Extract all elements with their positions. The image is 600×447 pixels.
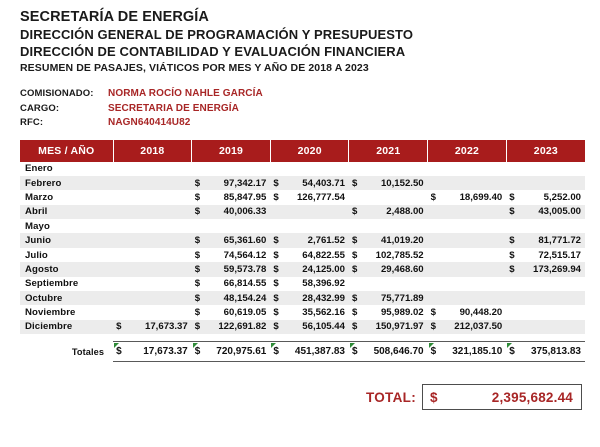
subtitle-direccion-contabilidad: DIRECCIÓN DE CONTABILIDAD Y EVALUACIÓN FINANCIERA bbox=[20, 44, 406, 59]
currency-symbol: $ bbox=[273, 249, 279, 261]
amount-value: 48,154.24 bbox=[223, 292, 267, 304]
table-row[interactable] bbox=[20, 205, 585, 219]
currency-symbol: $ bbox=[194, 292, 201, 304]
currency-symbol: $ bbox=[351, 235, 358, 247]
table-row[interactable] bbox=[20, 190, 585, 204]
currency-symbol: $ bbox=[273, 177, 279, 189]
amount-value: 90,448.20 bbox=[459, 307, 503, 319]
amount-value: 375,813.83 bbox=[530, 346, 581, 358]
grand-total bbox=[20, 384, 588, 410]
amount-value: 102,785.52 bbox=[375, 249, 424, 261]
table-row[interactable] bbox=[20, 233, 585, 247]
totals-cell bbox=[428, 342, 507, 362]
cell-amount bbox=[113, 190, 192, 204]
amount-value: 40,006.33 bbox=[223, 206, 267, 218]
cell-amount bbox=[192, 305, 271, 319]
value-comisionado: NORMA ROCÍO NAHLE GARCÍA bbox=[108, 88, 263, 99]
commissioner-info bbox=[20, 87, 588, 131]
cell-amount bbox=[270, 190, 349, 204]
currency-symbol: $ bbox=[509, 263, 515, 275]
cell-amount bbox=[349, 219, 428, 233]
cell-amount bbox=[349, 320, 428, 334]
cell-month: Septiembre bbox=[20, 277, 113, 291]
amount-value: 5,252.00 bbox=[543, 191, 581, 203]
amount-value: 75,771.89 bbox=[380, 292, 424, 304]
cell-amount bbox=[428, 291, 507, 305]
cell-month: Julio bbox=[20, 248, 113, 262]
totals-cell bbox=[192, 342, 271, 362]
currency-symbol: $ bbox=[273, 235, 279, 247]
currency-symbol: $ bbox=[430, 346, 437, 358]
label-rfc: RFC: bbox=[20, 117, 44, 128]
cell-amount bbox=[192, 262, 271, 276]
cell-amount bbox=[349, 176, 428, 190]
totals-cell bbox=[270, 342, 349, 362]
currency-symbol: $ bbox=[273, 292, 279, 304]
table-row[interactable] bbox=[20, 176, 585, 190]
cell-amount bbox=[506, 291, 585, 305]
cell-amount bbox=[506, 176, 585, 190]
table-row[interactable] bbox=[20, 262, 585, 276]
cell-month: Marzo bbox=[20, 190, 113, 204]
amount-value: 97,342.17 bbox=[223, 177, 267, 189]
cell-amount bbox=[428, 190, 507, 204]
column-header-2023[interactable]: 2023 bbox=[506, 140, 585, 162]
cell-amount bbox=[349, 262, 428, 276]
table-row[interactable] bbox=[20, 162, 585, 176]
amount-value: 122,691.82 bbox=[218, 321, 267, 333]
cell-amount bbox=[428, 320, 507, 334]
currency-symbol: $ bbox=[351, 292, 358, 304]
summary-table-wrapper bbox=[20, 140, 588, 363]
column-header-2019[interactable]: 2019 bbox=[192, 140, 271, 162]
cell-amount bbox=[192, 277, 271, 291]
cell-amount bbox=[270, 320, 349, 334]
currency-symbol: $ bbox=[194, 249, 201, 261]
cell-amount bbox=[506, 248, 585, 262]
cell-amount bbox=[270, 176, 349, 190]
cell-amount bbox=[506, 205, 585, 219]
cell-amount bbox=[192, 291, 271, 305]
currency-symbol: $ bbox=[509, 191, 515, 203]
totals-cell bbox=[113, 342, 192, 362]
document-header bbox=[20, 8, 588, 76]
error-triangle-icon bbox=[507, 343, 512, 348]
amount-value: 720,975.61 bbox=[216, 346, 267, 358]
cell-amount bbox=[113, 277, 192, 291]
grand-total-label: TOTAL: bbox=[365, 389, 416, 405]
table-body bbox=[20, 162, 585, 362]
cell-amount bbox=[428, 277, 507, 291]
currency-symbol: $ bbox=[509, 206, 515, 218]
currency-symbol: $ bbox=[509, 346, 515, 358]
table-row[interactable] bbox=[20, 320, 585, 334]
amount-value: 74,564.12 bbox=[223, 249, 267, 261]
amount-value: 56,105.44 bbox=[302, 321, 345, 333]
cell-amount bbox=[349, 205, 428, 219]
amount-value: 10,152.50 bbox=[380, 177, 424, 189]
spacer-cell bbox=[20, 334, 585, 342]
cell-amount bbox=[113, 205, 192, 219]
cell-month: Octubre bbox=[20, 291, 113, 305]
totals-label: Totales bbox=[20, 342, 113, 362]
cell-amount bbox=[428, 305, 507, 319]
cell-month: Mayo bbox=[20, 219, 113, 233]
cell-amount bbox=[270, 248, 349, 262]
cell-amount bbox=[113, 305, 192, 319]
error-triangle-icon bbox=[193, 343, 198, 348]
subtitle-resumen: RESUMEN DE PASAJES, VIÁTICOS POR MES Y AÑO DE 2018 A 2023 bbox=[20, 62, 369, 74]
cell-month: Noviembre bbox=[20, 305, 113, 319]
currency-symbol: $ bbox=[273, 307, 279, 319]
cell-amount bbox=[506, 219, 585, 233]
amount-value: 17,673.37 bbox=[145, 321, 188, 333]
cell-amount bbox=[113, 262, 192, 276]
amount-value: 24,125.00 bbox=[302, 263, 345, 275]
table-row[interactable] bbox=[20, 248, 585, 262]
currency-symbol: $ bbox=[351, 307, 358, 319]
currency-symbol: $ bbox=[194, 177, 201, 189]
cell-amount bbox=[428, 248, 507, 262]
currency-symbol: $ bbox=[351, 177, 358, 189]
error-triangle-icon bbox=[429, 343, 434, 348]
cell-amount bbox=[349, 248, 428, 262]
cell-month: Enero bbox=[20, 162, 113, 176]
cell-amount bbox=[113, 291, 192, 305]
cell-amount bbox=[506, 262, 585, 276]
error-triangle-icon bbox=[114, 343, 119, 348]
table-header-row bbox=[20, 140, 585, 162]
amount-value: 29,468.60 bbox=[380, 263, 424, 275]
currency-symbol: $ bbox=[194, 235, 201, 247]
cell-amount bbox=[270, 262, 349, 276]
cell-amount bbox=[349, 305, 428, 319]
currency-symbol: $ bbox=[194, 321, 201, 333]
cell-month: Abril bbox=[20, 205, 113, 219]
cell-amount bbox=[113, 233, 192, 247]
amount-value: 54,403.71 bbox=[302, 177, 345, 189]
currency-symbol: $ bbox=[273, 346, 279, 358]
currency-symbol: $ bbox=[351, 249, 358, 261]
cell-amount bbox=[428, 233, 507, 247]
cell-amount bbox=[270, 305, 349, 319]
cell-amount bbox=[270, 291, 349, 305]
column-header-2018[interactable]: 2018 bbox=[113, 140, 192, 162]
currency-symbol: $ bbox=[430, 321, 436, 333]
cell-amount bbox=[270, 162, 349, 176]
amount-value: 81,771.72 bbox=[538, 235, 581, 247]
table-header bbox=[20, 140, 585, 162]
totals-cell bbox=[506, 342, 585, 362]
amount-value: 451,387.83 bbox=[294, 346, 345, 358]
info-row-comisionado bbox=[20, 87, 588, 102]
amount-value: 41,019.20 bbox=[380, 235, 424, 247]
amount-value: 72,515.17 bbox=[538, 249, 581, 261]
amount-value: 85,847.95 bbox=[223, 191, 267, 203]
cell-amount bbox=[349, 162, 428, 176]
grand-total-currency: $ bbox=[430, 389, 438, 405]
currency-symbol: $ bbox=[509, 249, 515, 261]
table-row[interactable] bbox=[20, 291, 585, 305]
amount-value: 173,269.94 bbox=[532, 263, 581, 275]
summary-table bbox=[20, 140, 585, 363]
currency-symbol: $ bbox=[273, 191, 279, 203]
currency-symbol: $ bbox=[194, 346, 201, 358]
cell-amount bbox=[428, 262, 507, 276]
amount-value: 60,619.05 bbox=[223, 307, 267, 319]
totals-cell bbox=[349, 342, 428, 362]
cell-amount bbox=[192, 320, 271, 334]
cell-amount bbox=[270, 277, 349, 291]
value-rfc: NAGN640414U82 bbox=[108, 117, 191, 128]
amount-value: 126,777.54 bbox=[296, 191, 345, 203]
info-row-rfc bbox=[20, 116, 588, 131]
cell-amount bbox=[192, 176, 271, 190]
subtitle-direccion-general: DIRECCIÓN GENERAL DE PROGRAMACIÓN Y PRESUPUESTO bbox=[20, 27, 414, 42]
currency-symbol: $ bbox=[194, 206, 201, 218]
label-comisionado: COMISIONADO: bbox=[20, 88, 94, 99]
cell-month: Agosto bbox=[20, 262, 113, 276]
amount-value: 66,814.55 bbox=[223, 278, 267, 290]
currency-symbol: $ bbox=[194, 307, 201, 319]
cell-amount bbox=[506, 320, 585, 334]
currency-symbol: $ bbox=[116, 346, 122, 358]
label-cargo: CARGO: bbox=[20, 102, 60, 114]
cell-amount bbox=[270, 219, 349, 233]
column-header-2022[interactable]: 2022 bbox=[428, 140, 507, 162]
cell-amount bbox=[270, 205, 349, 219]
currency-symbol: $ bbox=[273, 263, 279, 275]
currency-symbol: $ bbox=[273, 278, 279, 290]
cell-amount bbox=[192, 219, 271, 233]
amount-value: 2,761.52 bbox=[307, 235, 345, 247]
grand-total-box bbox=[422, 384, 582, 410]
cell-amount bbox=[113, 320, 192, 334]
cell-amount bbox=[113, 162, 192, 176]
currency-symbol: $ bbox=[430, 191, 436, 203]
cell-amount bbox=[506, 162, 585, 176]
cell-amount bbox=[113, 176, 192, 190]
cell-amount bbox=[428, 176, 507, 190]
column-header-mes-anio[interactable]: MES / AÑO bbox=[20, 140, 113, 162]
cell-amount bbox=[113, 248, 192, 262]
currency-symbol: $ bbox=[351, 346, 358, 358]
amount-value: 58,396.92 bbox=[302, 278, 345, 290]
cell-amount bbox=[349, 190, 428, 204]
totals-spacer bbox=[20, 334, 585, 342]
cell-month: Diciembre bbox=[20, 320, 113, 334]
cell-amount bbox=[506, 190, 585, 204]
currency-symbol: $ bbox=[194, 263, 201, 275]
info-row-cargo bbox=[20, 102, 588, 117]
amount-value: 65,361.60 bbox=[223, 235, 267, 247]
currency-symbol: $ bbox=[194, 191, 201, 203]
column-header-2020[interactable]: 2020 bbox=[270, 140, 349, 162]
table-row[interactable] bbox=[20, 219, 585, 233]
currency-symbol: $ bbox=[430, 307, 436, 319]
error-triangle-icon bbox=[271, 343, 276, 348]
cell-amount bbox=[349, 277, 428, 291]
amount-value: 508,646.70 bbox=[373, 346, 424, 358]
column-header-2021[interactable]: 2021 bbox=[349, 140, 428, 162]
cell-amount bbox=[428, 162, 507, 176]
cell-amount bbox=[428, 219, 507, 233]
amount-value: 321,185.10 bbox=[452, 346, 503, 358]
cell-amount bbox=[192, 190, 271, 204]
totals-row[interactable] bbox=[20, 342, 585, 362]
value-cargo: SECRETARIA DE ENERGÍA bbox=[108, 102, 240, 114]
currency-symbol: $ bbox=[273, 321, 279, 333]
amount-value: 28,432.99 bbox=[302, 292, 345, 304]
cell-amount bbox=[428, 205, 507, 219]
currency-symbol: $ bbox=[194, 278, 201, 290]
error-triangle-icon bbox=[350, 343, 355, 348]
amount-value: 64,822.55 bbox=[302, 249, 345, 261]
currency-symbol: $ bbox=[509, 235, 515, 247]
page-title: SECRETARÍA DE ENERGÍA bbox=[20, 9, 210, 25]
cell-month: Febrero bbox=[20, 176, 113, 190]
cell-amount bbox=[270, 233, 349, 247]
cell-amount bbox=[192, 233, 271, 247]
currency-symbol: $ bbox=[351, 206, 358, 218]
amount-value: 150,971.97 bbox=[375, 321, 424, 333]
table-row[interactable] bbox=[20, 277, 585, 291]
amount-value: 95,989.02 bbox=[380, 307, 424, 319]
grand-total-amount: 2,395,682.44 bbox=[491, 389, 573, 405]
cell-amount bbox=[349, 233, 428, 247]
cell-amount bbox=[506, 305, 585, 319]
cell-amount bbox=[192, 205, 271, 219]
cell-month: Junio bbox=[20, 233, 113, 247]
currency-symbol: $ bbox=[351, 263, 358, 275]
cell-amount bbox=[349, 291, 428, 305]
amount-value: 59,573.78 bbox=[223, 263, 267, 275]
cell-amount bbox=[192, 248, 271, 262]
amount-value: 35,562.16 bbox=[302, 307, 345, 319]
amount-value: 2,488.00 bbox=[386, 206, 424, 218]
amount-value: 17,673.37 bbox=[143, 346, 188, 358]
currency-symbol: $ bbox=[116, 321, 122, 333]
cell-amount bbox=[506, 277, 585, 291]
cell-amount bbox=[192, 162, 271, 176]
cell-amount bbox=[506, 233, 585, 247]
amount-value: 18,699.40 bbox=[459, 191, 503, 203]
currency-symbol: $ bbox=[351, 321, 358, 333]
cell-amount bbox=[113, 219, 192, 233]
table-row[interactable] bbox=[20, 305, 585, 319]
amount-value: 43,005.00 bbox=[538, 206, 581, 218]
amount-value: 212,037.50 bbox=[454, 321, 503, 333]
